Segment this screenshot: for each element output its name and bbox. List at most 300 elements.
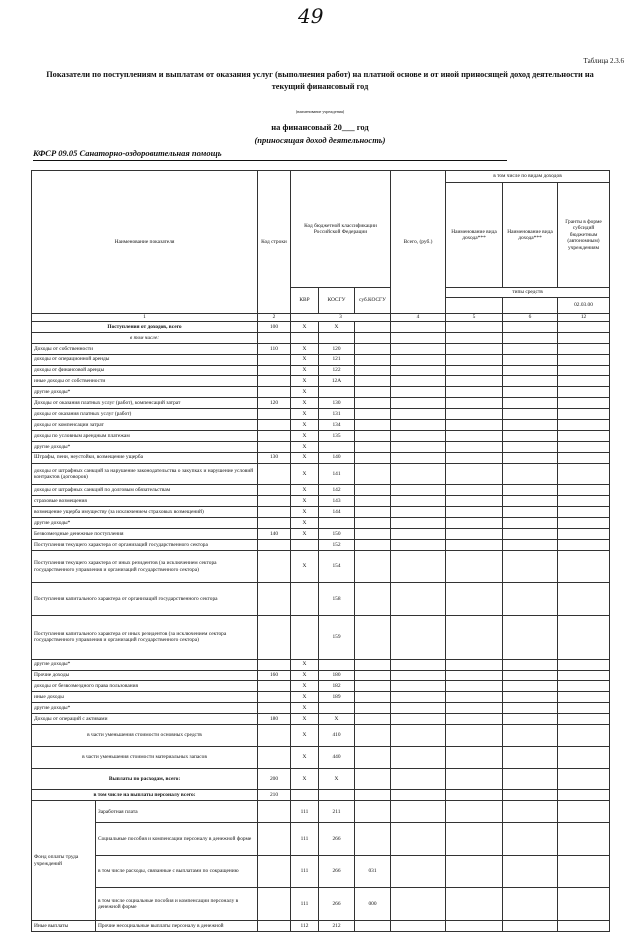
row-code: 110 (258, 343, 291, 354)
header-funds-empty-a (446, 298, 503, 314)
row-kvr: X (291, 725, 319, 747)
row-name: Поступления от доходов, всего (32, 322, 258, 333)
row-code (258, 616, 291, 660)
row-subkosgu (355, 343, 391, 354)
row-value (503, 768, 558, 790)
row-value (558, 485, 610, 496)
row-name: Поступления текущего характера от иных резидентов (за исключением сектора государственного управления и организаций государственного сектора) (32, 550, 258, 583)
row-subkosgu (355, 496, 391, 507)
row-value (391, 507, 446, 518)
row-value (391, 430, 446, 441)
table-row (32, 354, 610, 365)
table-row (32, 888, 610, 921)
row-kosgu (319, 387, 355, 398)
col-num: 2 (258, 314, 291, 322)
row-subkosgu (355, 539, 391, 550)
row-kvr: X (291, 463, 319, 485)
row-kvr: X (291, 430, 319, 441)
table-row (32, 452, 610, 463)
row-value (446, 528, 503, 539)
row-kosgu: X (319, 714, 355, 725)
row-kosgu: 120 (319, 343, 355, 354)
row-value (391, 528, 446, 539)
row-value (446, 387, 503, 398)
row-subkosgu (355, 463, 391, 485)
row-code (258, 354, 291, 365)
row-name: иные доходы (32, 692, 258, 703)
row-kosgu: 121 (319, 354, 355, 365)
row-subkosgu (355, 441, 391, 452)
row-value (503, 790, 558, 801)
row-value (446, 790, 503, 801)
row-value (558, 452, 610, 463)
row-value (558, 420, 610, 431)
row-code (258, 550, 291, 583)
row-kosgu: 143 (319, 496, 355, 507)
row-subkosgu (355, 430, 391, 441)
row-value (391, 888, 446, 921)
table-row (32, 801, 610, 823)
row-name: доходы от оказания платных услуг (работ) (32, 409, 258, 420)
row-value (446, 801, 503, 823)
row-code: 120 (258, 398, 291, 409)
row-value (558, 714, 610, 725)
row-kosgu: 266 (319, 823, 355, 856)
row-code (258, 681, 291, 692)
row-subkosgu (355, 452, 391, 463)
row-name: в части уменьшения стоимости основных средств (32, 725, 258, 747)
table-row (32, 322, 610, 333)
row-name: другие доходы* (32, 387, 258, 398)
row-value (558, 855, 610, 888)
row-value (391, 583, 446, 616)
row-value (558, 332, 610, 343)
row-value (446, 681, 503, 692)
row-value (391, 496, 446, 507)
header-kosgu: КОСГУ (319, 288, 355, 314)
row-kvr: X (291, 528, 319, 539)
row-value (446, 420, 503, 431)
row-subkosgu (355, 746, 391, 768)
row-kvr: X (291, 322, 319, 333)
row-value (391, 768, 446, 790)
row-value (391, 670, 446, 681)
row-name: Доходы от операций с активами (32, 714, 258, 725)
row-code (258, 441, 291, 452)
table-row (32, 409, 610, 420)
row-kosgu: 134 (319, 420, 355, 431)
header-funds-types: типы средств (446, 288, 610, 298)
row-code (258, 365, 291, 376)
row-kvr: X (291, 387, 319, 398)
row-value (446, 921, 503, 932)
row-value (503, 550, 558, 583)
row-value (446, 518, 503, 529)
row-name: в части уменьшения стоимости материальных запасов (32, 746, 258, 768)
row-value (558, 354, 610, 365)
row-name: в том числе социальные пособия и компенсации персоналу в денежной форме (96, 888, 258, 921)
row-value (446, 714, 503, 725)
row-value (558, 670, 610, 681)
table-row (32, 855, 610, 888)
row-value (558, 768, 610, 790)
row-kosgu: 154 (319, 550, 355, 583)
row-value (558, 681, 610, 692)
row-kvr: X (291, 420, 319, 431)
row-kvr: X (291, 507, 319, 518)
row-kvr: X (291, 376, 319, 387)
row-kosgu: 440 (319, 746, 355, 768)
row-value (503, 539, 558, 550)
row-name: в том числе на выплаты персоналу всего: (32, 790, 258, 801)
row-value (558, 518, 610, 529)
row-value (503, 496, 558, 507)
table-row (32, 507, 610, 518)
row-kosgu: 135 (319, 430, 355, 441)
row-code (258, 692, 291, 703)
row-kvr (291, 790, 319, 801)
header-incl-types: в том числе по видам доходов (446, 171, 610, 183)
row-value (391, 409, 446, 420)
row-name: Заработная плата (96, 801, 258, 823)
row-kvr: X (291, 365, 319, 376)
row-kvr: X (291, 550, 319, 583)
row-value (503, 387, 558, 398)
row-kosgu: X (319, 322, 355, 333)
row-name: в том числе: (32, 332, 258, 343)
row-subkosgu (355, 387, 391, 398)
row-code: 140 (258, 528, 291, 539)
row-value (558, 528, 610, 539)
table-row (32, 376, 610, 387)
row-value (503, 420, 558, 431)
row-value (558, 387, 610, 398)
row-value (391, 354, 446, 365)
table-row (32, 703, 610, 714)
row-kosgu (319, 441, 355, 452)
row-value (446, 746, 503, 768)
header-grants: Гранты в форме субсидий бюджетным (автономным) учреждениям (558, 183, 610, 288)
row-value (391, 703, 446, 714)
row-value (391, 420, 446, 431)
row-code: 200 (258, 768, 291, 790)
row-name: доходы от финансовой аренды (32, 365, 258, 376)
row-kvr: X (291, 768, 319, 790)
row-value (503, 583, 558, 616)
row-name: доходы от безвозмездного права пользования (32, 681, 258, 692)
row-code (258, 507, 291, 518)
row-value (446, 823, 503, 856)
row-name: доходы по условным арендным платежам (32, 430, 258, 441)
table-row (32, 790, 610, 801)
row-value (391, 539, 446, 550)
table-row (32, 539, 610, 550)
kfsr-label: КФСР 09.05 Санаторно-оздоровительная помощь (33, 148, 222, 158)
header-funds-code: 02.03.00 (558, 298, 610, 314)
row-kvr: 111 (291, 823, 319, 856)
document-title: Показатели по поступлениям и выплатам от оказания услуг (выполнения работ) на платной основе и от иной приносящей доход деятельности на текущий финансовый год (46, 70, 594, 91)
row-subkosgu (355, 670, 391, 681)
row-value (558, 365, 610, 376)
row-subkosgu (355, 485, 391, 496)
row-code (258, 376, 291, 387)
row-value (503, 452, 558, 463)
row-code (258, 518, 291, 529)
row-code: 210 (258, 790, 291, 801)
row-value (558, 725, 610, 747)
row-code (258, 703, 291, 714)
row-name: Штрафы, пени, неустойки, возмещение ущерба (32, 452, 258, 463)
row-value (391, 322, 446, 333)
table-row (32, 485, 610, 496)
table-row (32, 725, 610, 747)
row-name: Прочие несоциальные выплаты персоналу в денежной (96, 921, 258, 932)
row-value (558, 921, 610, 932)
row-value (446, 855, 503, 888)
kfsr-underline (33, 160, 507, 161)
row-value (558, 659, 610, 670)
row-value (558, 888, 610, 921)
row-name: Безвозмездные денежные поступления (32, 528, 258, 539)
row-name: Социальные пособия и компенсации персоналу в денежной форме (96, 823, 258, 856)
row-value (558, 398, 610, 409)
col-num: 4 (391, 314, 446, 322)
row-name: другие доходы* (32, 518, 258, 529)
row-kvr: X (291, 343, 319, 354)
row-kvr (291, 539, 319, 550)
row-value (503, 921, 558, 932)
row-value (503, 692, 558, 703)
row-kvr: X (291, 398, 319, 409)
row-value (391, 692, 446, 703)
page-number: 49 (298, 4, 324, 28)
row-value (503, 823, 558, 856)
table-row (32, 823, 610, 856)
row-value (503, 430, 558, 441)
row-value (558, 409, 610, 420)
row-value (391, 518, 446, 529)
row-value (446, 888, 503, 921)
table-row (32, 496, 610, 507)
row-kosgu: 182 (319, 681, 355, 692)
row-subkosgu (355, 365, 391, 376)
row-value (503, 746, 558, 768)
row-value (446, 550, 503, 583)
indicators-table (31, 170, 609, 929)
row-value (446, 507, 503, 518)
table-row (32, 616, 610, 660)
row-kosgu: 144 (319, 507, 355, 518)
table-row (32, 714, 610, 725)
row-kosgu (319, 659, 355, 670)
row-code (258, 746, 291, 768)
row-value (558, 801, 610, 823)
row-name: другие доходы* (32, 441, 258, 452)
row-code (258, 463, 291, 485)
row-value (391, 616, 446, 660)
row-value (558, 692, 610, 703)
table-row (32, 463, 610, 485)
row-code: 130 (258, 452, 291, 463)
row-kosgu: 211 (319, 801, 355, 823)
table-row (32, 659, 610, 670)
row-kosgu: 180 (319, 670, 355, 681)
row-kosgu: 266 (319, 888, 355, 921)
row-value (503, 518, 558, 529)
header-subkosgu: суб.КОСГУ (355, 288, 391, 314)
row-value (503, 725, 558, 747)
row-value (446, 441, 503, 452)
header-income-type-b: Наименование вида дохода*** (503, 183, 558, 288)
row-subkosgu (355, 409, 391, 420)
row-value (391, 441, 446, 452)
header-income-type-a: Наименование вида дохода*** (446, 183, 503, 288)
row-value (391, 790, 446, 801)
row-value (503, 507, 558, 518)
row-subkosgu (355, 681, 391, 692)
row-value (503, 681, 558, 692)
row-value (446, 332, 503, 343)
row-kvr: X (291, 681, 319, 692)
row-value (558, 550, 610, 583)
row-name: Поступления капитального характера от иных резидентов (за исключением сектора государственного управления и организаций государственного сектора) (32, 616, 258, 660)
row-kvr (291, 583, 319, 616)
row-value (503, 463, 558, 485)
row-value (558, 343, 610, 354)
row-kvr: 111 (291, 888, 319, 921)
row-kvr: X (291, 485, 319, 496)
row-subkosgu (355, 659, 391, 670)
row-name: возмещение ущерба имуществу (за исключением страховых возмещений) (32, 507, 258, 518)
row-kosgu: 141 (319, 463, 355, 485)
row-subkosgu (355, 332, 391, 343)
row-code: 180 (258, 714, 291, 725)
row-name: Выплаты по расходам, всего: (32, 768, 258, 790)
row-kvr: X (291, 496, 319, 507)
row-code (258, 539, 291, 550)
row-value (558, 583, 610, 616)
row-value (446, 322, 503, 333)
table-row (32, 921, 610, 932)
row-subkosgu (355, 550, 391, 583)
row-value (446, 768, 503, 790)
row-kvr: 112 (291, 921, 319, 932)
row-value (558, 507, 610, 518)
row-kvr: X (291, 703, 319, 714)
row-value (446, 376, 503, 387)
row-value (446, 343, 503, 354)
row-kosgu: 150 (319, 528, 355, 539)
row-value (391, 801, 446, 823)
row-name: Поступления текущего характера от организаций государственного сектора (32, 539, 258, 550)
row-subkosgu (355, 398, 391, 409)
row-value (503, 703, 558, 714)
row-value (391, 463, 446, 485)
table-row (32, 670, 610, 681)
row-name: Поступления капитального характера от организаций государственного сектора (32, 583, 258, 616)
table-row (32, 528, 610, 539)
row-name: другие доходы* (32, 659, 258, 670)
table-row (32, 430, 610, 441)
row-name: доходы от операционной аренды (32, 354, 258, 365)
row-kosgu (319, 790, 355, 801)
row-value (503, 354, 558, 365)
table-row (32, 681, 610, 692)
row-kosgu: 189 (319, 692, 355, 703)
institution-caption: (наименование учреждения) (295, 109, 345, 114)
row-kvr: X (291, 409, 319, 420)
table-row (32, 398, 610, 409)
row-value (446, 365, 503, 376)
row-value (503, 801, 558, 823)
header-code: Код строки (258, 171, 291, 314)
row-name: Прочие доходы (32, 670, 258, 681)
row-value (558, 322, 610, 333)
row-value (558, 430, 610, 441)
row-kvr: X (291, 692, 319, 703)
row-value (446, 692, 503, 703)
row-kvr (291, 332, 319, 343)
row-kosgu (319, 332, 355, 343)
row-subkosgu (355, 518, 391, 529)
row-value (558, 441, 610, 452)
row-value (391, 714, 446, 725)
row-value (446, 398, 503, 409)
row-value (503, 365, 558, 376)
row-code (258, 496, 291, 507)
row-code (258, 888, 291, 921)
row-value (503, 855, 558, 888)
row-value (503, 409, 558, 420)
table-row (32, 343, 610, 354)
row-subkosgu (355, 583, 391, 616)
row-code (258, 583, 291, 616)
row-value (503, 376, 558, 387)
row-value (558, 376, 610, 387)
row-code (258, 725, 291, 747)
row-value (446, 452, 503, 463)
row-value (446, 354, 503, 365)
row-name: доходы от компенсации затрат (32, 420, 258, 431)
row-value (503, 659, 558, 670)
income-note: (приносящая доход деятельность) (254, 135, 386, 145)
table-row (32, 583, 610, 616)
row-value (558, 823, 610, 856)
row-kosgu: 142 (319, 485, 355, 496)
row-subkosgu (355, 376, 391, 387)
row-value (391, 485, 446, 496)
row-value (558, 463, 610, 485)
row-subkosgu (355, 725, 391, 747)
row-kvr: X (291, 452, 319, 463)
row-value (391, 855, 446, 888)
header-name: Наименование показателя (32, 171, 258, 314)
row-name: доходы от штрафных санкций по долговым обязательствам (32, 485, 258, 496)
row-value (446, 539, 503, 550)
row-name: Доходы от оказания платных услуг (работ), компенсаций затрат (32, 398, 258, 409)
row-value (446, 463, 503, 485)
row-value (391, 343, 446, 354)
row-subkosgu (355, 354, 391, 365)
row-subkosgu (355, 921, 391, 932)
row-value (446, 430, 503, 441)
row-value (391, 823, 446, 856)
row-value (503, 714, 558, 725)
row-value (446, 583, 503, 616)
row-group: Иные выплаты (32, 921, 96, 932)
row-value (558, 496, 610, 507)
row-subkosgu (355, 420, 391, 431)
